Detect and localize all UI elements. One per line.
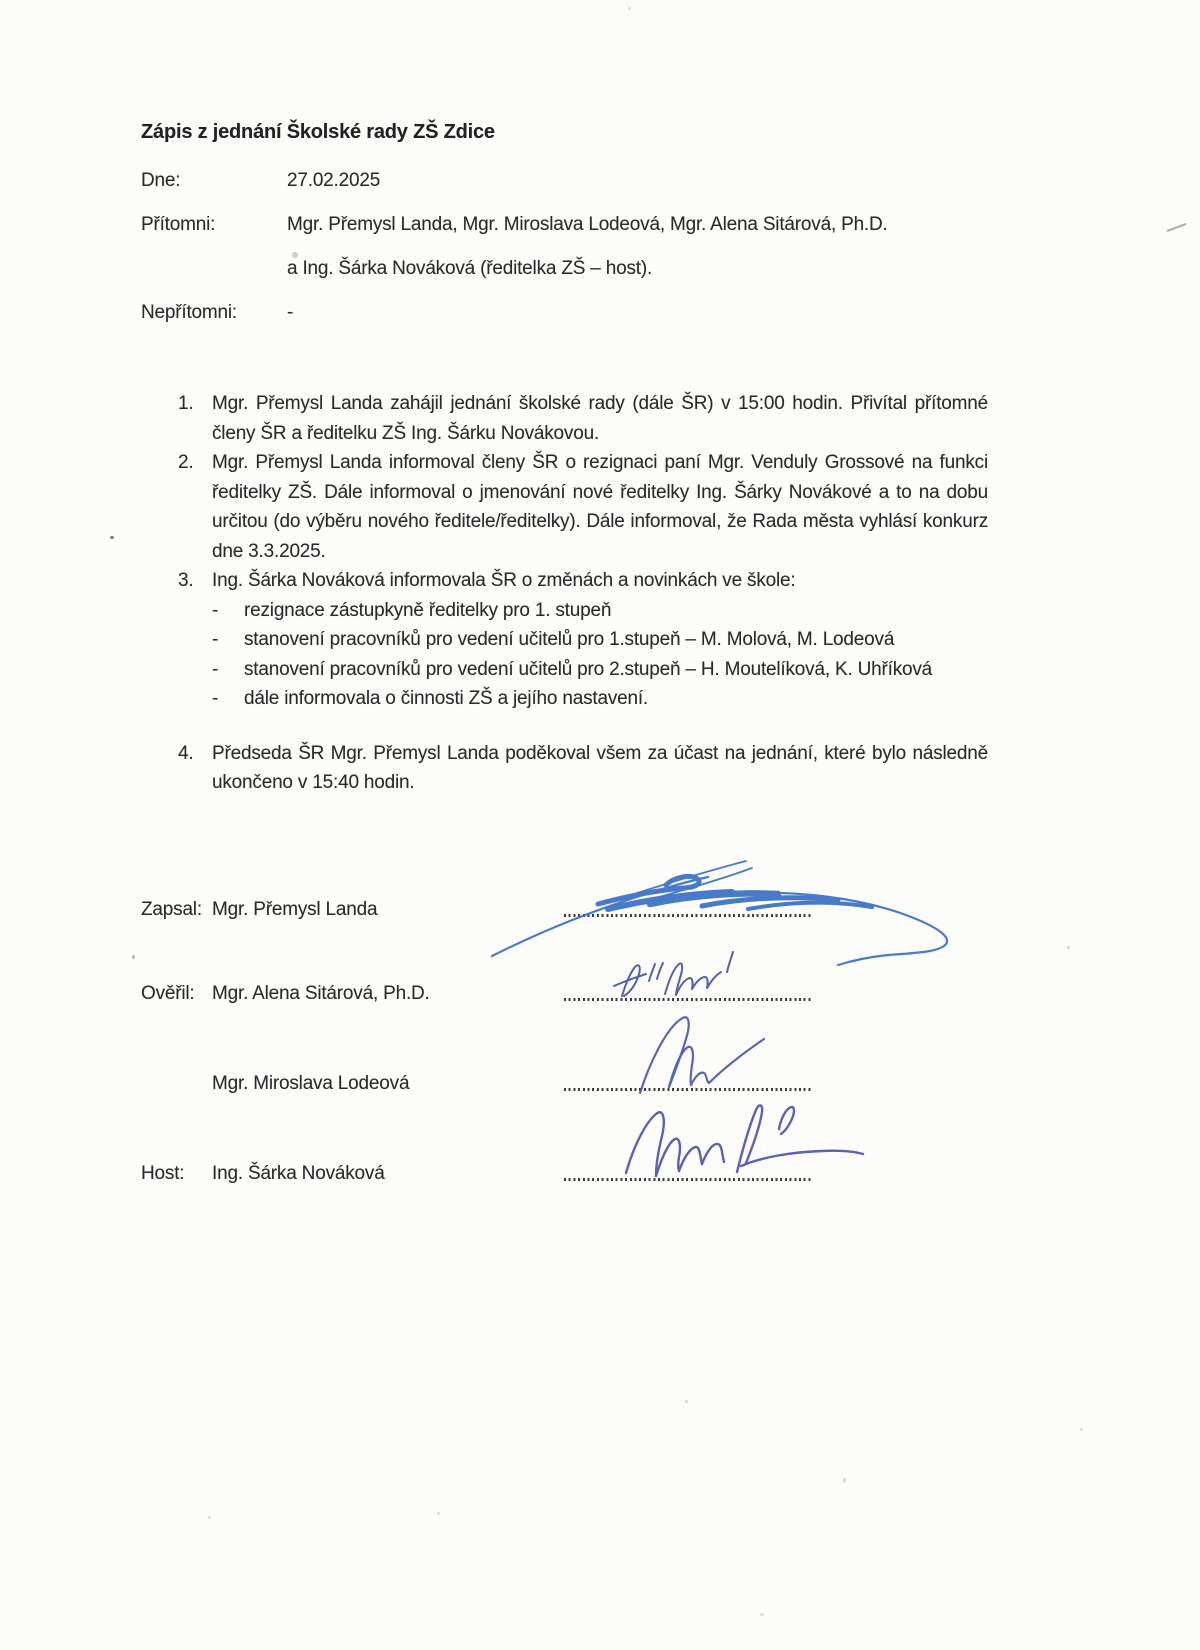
signature-sitarova-ink (657, 963, 663, 979)
meta-label: Nepřítomni: (141, 302, 238, 323)
agenda-list (178, 389, 988, 798)
signature-dotted-line (564, 1178, 812, 1181)
signature-name: Mgr. Alena Sitárová, Ph.D. (212, 983, 430, 1004)
list-item (178, 739, 988, 798)
item-text: Předseda ŠR Mgr. Přemysl Landa poděkoval všem za účast na jednání, které bylo následně ukončeno v 15:40 hodin. (212, 742, 988, 793)
sub-item-text: rezignace zástupkyně ředitelky pro 1. stupeň (244, 599, 612, 621)
list-item (178, 389, 988, 448)
scan-speck (843, 1478, 846, 1483)
sub-list-item (212, 655, 988, 685)
scan-speck (760, 1613, 764, 1616)
scan-speck (110, 536, 114, 539)
scan-speck (1067, 946, 1070, 949)
scan-speck (292, 252, 298, 258)
item-number: 1. (178, 393, 194, 414)
signature-sitarova-ink (649, 964, 655, 981)
sub-item-text: dále informovala o činnosti ZŠ a jejího nastavení. (244, 688, 649, 709)
signature-row-overil (0, 983, 1100, 1023)
signature-dotted-line (564, 998, 812, 1001)
meta-value: - (287, 302, 294, 323)
item-text: Mgr. Přemysl Landa informoval členy ŠR o rezignaci paní Mgr. Venduly Grossové na funkci ředitelky ZŠ. Dále informoval o jmenování nové ředitelky Ing. Šárky Novákové a to na dobu určitou (do výběru nového ředitele/ředitelky). Dále informoval, že Rada města vyhlásí konkurz dne 3.3.2025. (212, 452, 988, 562)
item-text: Ing. Šárka Nováková informovala ŠR o změnách a novinkách ve škole: (212, 570, 796, 591)
signature-row-lodeova (0, 1073, 1100, 1113)
scan-speck (132, 955, 135, 959)
signature-dotted-line (564, 914, 812, 917)
page-title: Zápis z jednání Školské rady ZŠ Zdice (141, 121, 495, 143)
sub-item-text: stanovení pracovníků pro vedení učitelů pro 2.stupeň – H. Moutelíková, K. Uhříková (244, 658, 933, 680)
scan-speck (208, 1516, 211, 1519)
signature-name: Mgr. Přemysl Landa (212, 899, 378, 920)
item-number: 4. (178, 742, 194, 764)
sub-item-text: stanovení pracovníků pro vedení učitelů pro 1.stupeň – M. Molová, M. Lodeová (244, 629, 895, 650)
sub-list-item (212, 596, 988, 626)
item-text: Mgr. Přemysl Landa zahájil jednání školské rady (dále ŠR) v 15:00 hodin. Přivítal přítomné členy ŠR a ředitelku ZŠ Ing. Šárku Novákovou. (212, 393, 988, 444)
bullet-dash: - (212, 599, 219, 621)
scan-speck (685, 1400, 688, 1403)
signature-role-label: Ověřil: (141, 983, 195, 1004)
signature-landa-ink (628, 861, 746, 896)
scan-speck (628, 7, 631, 10)
signature-name: Ing. Šárka Nováková (212, 1163, 385, 1184)
signature-name: Mgr. Miroslava Lodeová (212, 1073, 410, 1094)
signature-novakova-ink (702, 1144, 724, 1164)
list-item (178, 448, 988, 566)
scan-speck (1080, 1428, 1083, 1431)
signature-role-label: Host: (141, 1163, 185, 1184)
scan-pen-dash-artifact (1167, 224, 1186, 231)
signature-novakova-ink (737, 1105, 762, 1172)
meta-value: a Ing. Šárka Nováková (ředitelka ZŠ – host). (287, 258, 653, 279)
item-number: 3. (178, 570, 194, 591)
signature-sitarova-ink (727, 952, 733, 972)
signature-row-zapsal (0, 899, 1100, 939)
meta-label: Přítomni: (141, 214, 216, 235)
sub-list-item (212, 625, 988, 655)
bullet-dash: - (212, 658, 219, 680)
meta-value: Mgr. Přemysl Landa, Mgr. Miroslava Lodeová, Mgr. Alena Sitárová, Ph.D. (287, 214, 888, 235)
signature-role-label: Zapsal: (141, 899, 202, 920)
meta-label: Dne: (141, 170, 181, 191)
bullet-dash: - (212, 629, 219, 650)
list-item (178, 566, 988, 596)
sub-list-item (212, 684, 988, 714)
signature-row-host (0, 1163, 1100, 1203)
signature-landa-ink (642, 868, 752, 902)
signature-dotted-line (564, 1088, 812, 1091)
bullet-dash: - (212, 688, 219, 709)
item-number: 2. (178, 452, 194, 473)
scan-speck (437, 1512, 440, 1515)
meta-value: 27.02.2025 (287, 170, 381, 191)
